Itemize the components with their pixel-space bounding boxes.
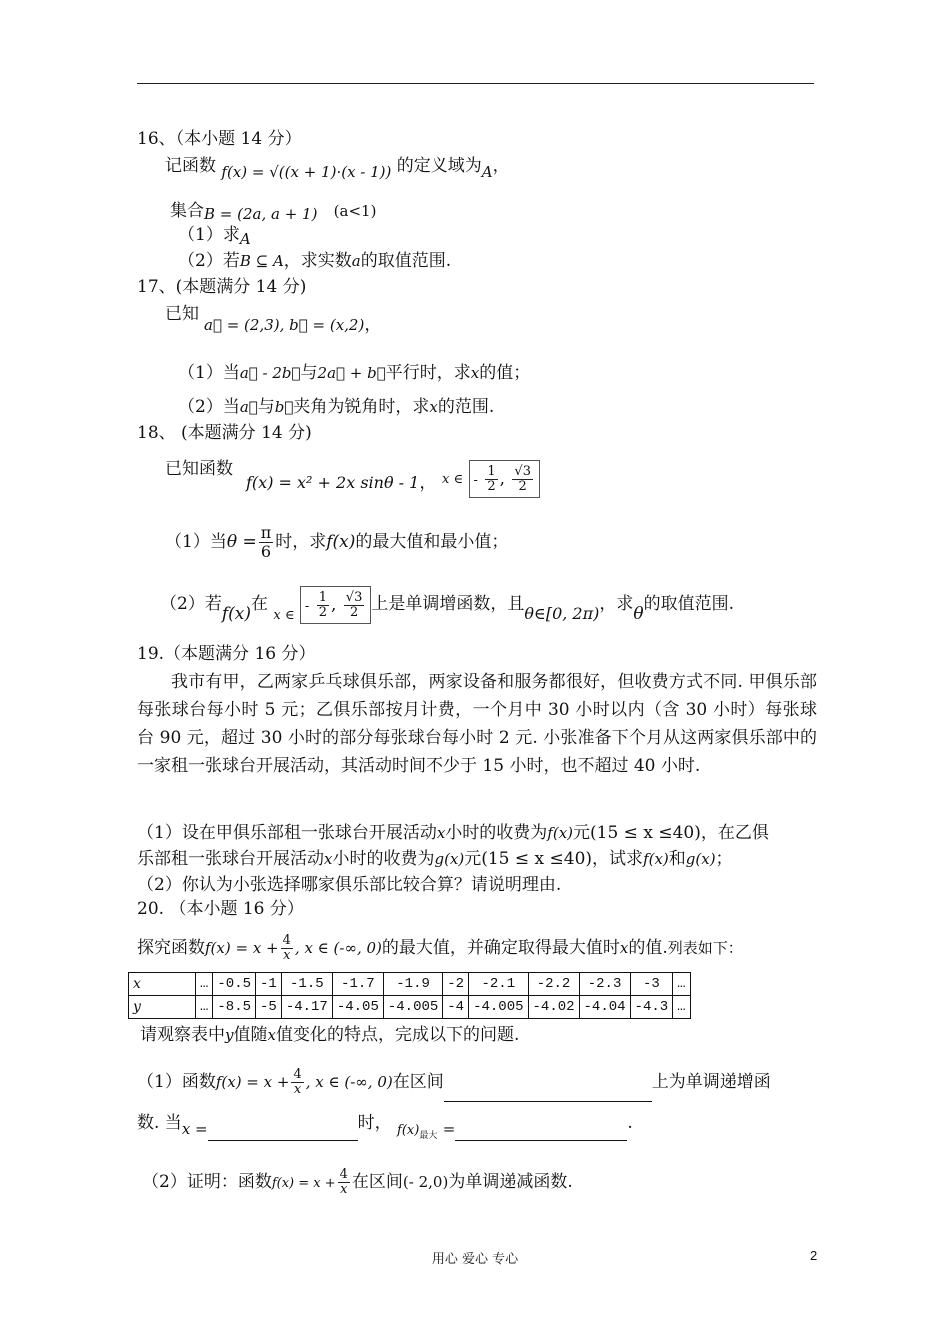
q18-part1-post: 时，求 [275,532,327,552]
q17-part1-post: 平行时，求 [385,363,471,383]
answer-blank-x[interactable] [208,1122,358,1141]
q20-line1-f: f(x) = x + [205,939,279,957]
q20-part1-line2a: 数. 当 [137,1113,182,1133]
table-cell: -4 [443,996,469,1019]
q18-part2-post: 上是单调增函数，且 [371,594,525,614]
table-cell: … [196,973,213,996]
q18-frac2-den: 2 [518,478,527,494]
q19-part1-b: 小时的收费为 [445,823,548,843]
q16-part2-post: ，求实数 [283,251,352,271]
q19-part1-e: 小时的收费为 [332,849,435,869]
table-cell: -1 [256,973,282,996]
table-cell: -1.7 [332,973,383,996]
q18-part2-frac1-num: 1 [318,589,327,605]
q19-part2: （2）你认为小张选择哪家俱乐部比较合算？请说明理由. [137,875,562,895]
q16-line1-post: 的定义域为 [396,156,482,176]
q17-part1-pre: （1）当 [178,363,240,383]
q20-observe [140,1024,519,1046]
table-cell: -4.04 [579,996,630,1019]
q20-part1-fmax-sub: 最大 [419,1131,438,1142]
q17-part1 [178,362,530,384]
q18-part2-frac-half [317,591,329,620]
header-rule [137,83,814,84]
q19-paragraph: 我市有甲，乙两家乒乓球俱乐部，两家设备和服务都很好，但收费方式不同. 甲俱乐部每张球台每小时 5 元；乙俱乐部按月计费，一个月中 30 小时以内（含 30 小时）每张球台 90 元，超过 30 小时的部分每张球台每小时 2 元. 小张准备下个月从这两家俱乐部中的一家租一张球台开展活动，其活动时间不少于 15 小时，也不超过 40 小时. [137,672,817,776]
q20-frac-num: 4 [282,933,291,948]
q16-var-A: A [481,163,493,181]
q20-line1-post: 的最大值，并确定取得最大值时 [381,938,620,958]
table-cell: -4.005 [383,996,442,1019]
q20-part2-interval: (- 2,0) [402,1173,449,1191]
q20-part1-dom: , x ∈ (-∞, 0) [305,1073,393,1091]
page-footer: 用心 爱心 专心 [431,1252,519,1267]
table-cell-y-label: y [129,996,196,1019]
q20-part1-end: . [627,1113,633,1133]
q19-part1-and: 和 [668,849,686,869]
table-cell: -8.5 [213,996,256,1019]
q17-part2 [178,396,494,418]
q20-part2-frac [338,1168,350,1197]
table-cell: -5 [256,996,282,1019]
q18-part1-theta: θ = [226,532,257,552]
q18-part2-end: 的取值范围. [643,594,735,614]
q20-part2-f: f(x) = x + [271,1176,336,1191]
q18-frac2-num: √3 [514,463,531,479]
q16-formula-B: B = (2a, a + 1) [204,205,318,223]
q18-line1-pre: 已知函数 [165,459,233,479]
q17-part2-end: 的范围. [437,397,495,417]
q20-part1-frac-den: x [293,1082,302,1097]
q17-heading: 17、(本题满分 14 分) [137,277,307,297]
q18-part2 [160,584,734,626]
q16-part2-formula: B ⊆ A [239,252,284,270]
q20-part2-mid: 在区间 [351,1172,403,1192]
q18-formula-f: f(x) = x² + 2x sinθ - 1 [246,473,420,492]
q17-part2-mid: 与 [257,397,275,417]
table-cell: -2.3 [579,973,630,996]
q19-part1-ff: f(x) [643,850,669,868]
q18-pi: π [260,523,272,542]
table-cell: -4.05 [332,996,383,1019]
q16-formula-f: f(x) = √((x + 1)·(x - 1)) [221,163,392,181]
q20-part1-eq: = [442,1120,456,1138]
q20-observe-pre: 请观察表中 [140,1025,225,1045]
table-cell: -4.17 [281,996,332,1019]
table-cell: -2 [443,973,469,996]
q18-frac1-den: 2 [487,478,496,494]
table-cell-x-label: x [129,973,196,996]
table-cell: -0.5 [213,973,256,996]
table-cell: -4.3 [630,996,673,1019]
q19-part1-d: 乐部租一张球台开展活动 [137,849,324,869]
q18-six: 6 [260,542,272,561]
q20-frac-den: x [283,948,291,963]
q18-part1-pre: （1）当 [165,532,227,552]
table-cell: -4.02 [528,996,579,1019]
q18-part2-interval: - $\frac{1}{2}$ , $\frac{√3}{2}$ [300,586,371,624]
q20-observe-mid: 值随 [233,1025,268,1045]
q18-part2-minus: - [304,598,310,614]
q18-line1 [165,458,233,480]
q16-part2-end: 的取值范围. [360,251,452,271]
q16-heading: 16、（本小题 14 分） [137,129,302,149]
q20-observe-x: x [267,1026,276,1044]
q20-part2-pre: （2）证明：函数 [142,1172,272,1192]
q18-part2-theta: θ [633,604,644,624]
q20-part2 [142,1162,573,1204]
table-row-y [129,996,691,1019]
q17-part2-vec-b: b⃗ [274,398,294,416]
q17-part2-post: 夹角为锐角时，求 [293,397,430,417]
q19-heading: 19.（本题满分 16 分） [137,644,316,664]
q18-domain [442,458,540,500]
q20-line1-end: 的值. [628,938,668,958]
table-cell: … [673,973,690,996]
q18-part2-cond: θ∈[0, 2π) [524,604,600,623]
q20-part1-f: f(x) = x + [215,1073,290,1091]
q18-domain-minus: - [473,472,478,488]
q17-line1 [165,303,199,325]
q16-part1-var: A [239,230,251,248]
q20-part1-pre: （1）函数 [137,1072,216,1092]
q20-part1-mid: 在区间 [392,1072,444,1092]
q16-part2-var: a [351,252,361,270]
q18-part1-end: 的最大值和最小值； [355,532,509,552]
q16-line1 [165,155,510,181]
q19-part1-f2: 元(15 ≤ x ≤40)，试求 [464,849,644,869]
q20-part2-end: 为单调递减函数. [448,1172,573,1192]
q20-part1-xeq: x = [181,1120,208,1138]
q18-heading: 18、 (本题满分 14 分) [137,423,312,443]
page-number: 2 [810,1248,818,1263]
q17-part1-expr1: a⃗ - 2b⃗ [239,364,301,382]
q20-frac-4x [281,934,293,963]
q17-part1-mid: 与 [300,363,318,383]
q18-part1-f: f(x) [326,532,356,552]
q16-line2 [170,200,376,222]
table-cell: -1.9 [383,973,442,996]
table-cell: -2.2 [528,973,579,996]
answer-blank-fmax[interactable] [455,1122,627,1141]
q16-line1-end: ， [492,156,510,176]
q18-domain-x: x ∈ [442,472,464,487]
q20-part1-frac-num: 4 [293,1067,302,1082]
q17-part2-pre: （2）当 [178,397,240,417]
table-row-x [129,973,691,996]
q18-line1-sep: ， [419,473,437,493]
q18-domain-interval: - $\frac{1}{2}$ , $\frac{√3}{2}$ [469,460,540,498]
q16-part2 [178,250,451,272]
q18-part2-frac-sqrt3 [344,591,365,620]
q19-body [137,668,817,780]
q20-part1-post: 上为单调递增函 [651,1072,771,1092]
q17-part2-vec-a: a⃗ [239,398,258,416]
q19-part1-c: 元(15 ≤ x ≤40)，在乙俱 [573,823,769,843]
q18-part2-post2: ，求 [599,594,634,614]
q18-line1-formula-row [246,472,436,494]
q18-part1 [165,522,508,562]
q16-part1 [178,224,251,246]
q17-part1-expr2: 2a⃗ + b⃗ [317,364,386,382]
q18-part2-pre: （2）若 [160,594,222,614]
q20-heading: 20. （本小题 16 分） [137,899,304,919]
answer-blank-interval[interactable] [444,1083,652,1102]
q20-observe-post: 值变化的特点，完成以下的问题. [275,1025,520,1045]
q20-part1-line1 [137,1062,771,1102]
q19-part1-gg: g(x) [685,850,716,868]
q18-part2-f: f(x) [221,604,251,624]
q18-frac-pi6 [259,524,274,561]
q20-line1-dom: , x ∈ (-∞, 0) [294,939,382,957]
q17-part1-end: 的值； [479,363,531,383]
q17-line1-formula-row [204,314,381,336]
q19-part1-a: （1）设在甲俱乐部租一张球台开展活动 [137,823,437,843]
q19-part1-x: x [436,824,446,842]
table-cell: … [673,996,690,1019]
table-cell: -2.1 [469,973,528,996]
q19-part1-x2: x [324,850,333,868]
table-cell: -1.5 [281,973,332,996]
q20-part1-fmax: f(x) [397,1123,420,1138]
table-cell: … [196,996,213,1019]
q16-line2-text: 集合 [170,201,204,221]
q17-line1-end: ， [364,315,382,335]
q20-value-table [128,972,691,1019]
q18-part2-frac2-num: √3 [345,589,363,605]
q20-part1-line2b: 时， [357,1113,392,1133]
q18-frac-half [485,465,497,494]
q18-part2-frac1-den: 2 [318,604,327,620]
q20-part1-frac [291,1068,303,1097]
q19-part1-line2 [137,848,733,870]
table-cell: -4.005 [469,996,528,1019]
q16-condition: (a<1) [333,202,377,220]
q18-frac-sqrt3 [512,465,533,494]
q17-formula-vectors: a⃗ = (2,3), b⃗ = (x,2) [204,316,365,334]
q20-line1-x: x [619,939,629,957]
q18-frac1-num: 1 [487,463,496,479]
q17-line1-pre: 已知 [165,304,199,324]
q19-part1-f: f(x) [547,824,574,842]
table-cell: -3 [630,973,673,996]
q20-line1-pre: 探究函数 [137,938,205,958]
q20-observe-y: y [225,1026,234,1044]
q16-line1-text: 记函数 [165,156,216,176]
q19-part1-g: g(x) [434,850,465,868]
q16-part1-text: （1）求 [178,225,240,245]
q17-part2-var: x [429,398,438,416]
q20-line1-small: 列表如下： [667,939,743,957]
q20-part2-frac-den: x [340,1182,348,1197]
q20-part1-line2 [137,1112,633,1141]
q16-part2-pre: （2）若 [178,251,240,271]
q18-part2-mid: 在 [250,594,268,614]
q18-part2-frac2-den: 2 [349,604,359,620]
q18-part2-domain-x: x ∈ [273,608,295,623]
q20-line1 [137,928,743,968]
q20-part2-frac-num: 4 [339,1167,348,1182]
q19-part1-end: ； [715,849,733,869]
q19-part1-line1 [137,822,769,844]
q17-part1-var: x [470,364,480,382]
